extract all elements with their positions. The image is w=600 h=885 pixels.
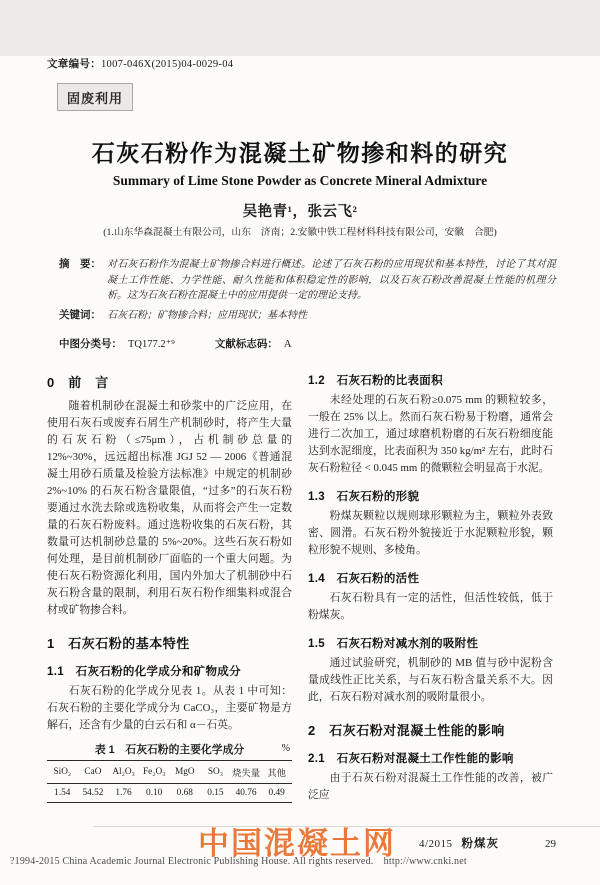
table-value-cell: 1.76 <box>115 788 132 798</box>
table-value-cell: 0.15 <box>207 788 224 798</box>
table-header-cell: 烧失量 <box>232 769 261 779</box>
right-column <box>308 370 553 804</box>
table-caption-text: 表 1 石灰石粉的主要化学成分 <box>94 744 245 756</box>
section-heading-1-4: 1.4 石灰石粉的活性 <box>308 573 420 585</box>
table-value-cell: 0.10 <box>146 788 163 798</box>
abstract-text: 对石灰石粉作为混凝土矿物掺合料进行概述。论述了石灰石粉的应用现状和基本特性，讨论了其对混凝土工作性能、力学性能、耐久性能和体积稳定性的影响，以及石灰石粉改善混凝土性能的机理分析。这为石灰石粉在混凝土中的应用提供一定的理论支持。 <box>107 259 556 301</box>
keywords-block <box>59 308 556 324</box>
keywords-label: 关键词： <box>59 308 101 321</box>
paragraph-1-3: 粉煤灰颗粒以规则球形颗粒为主，颗粒外表致密、圆滑。石灰石粉外貌接近于水泥颗粒形貌，颗粒形貌不规则、多棱角。 <box>308 510 553 556</box>
table-header-cell: SiO₂ <box>53 767 72 777</box>
section-heading-1-2: 1.2 石灰石粉的比表面积 <box>308 375 443 387</box>
doc-code-value: A <box>283 339 292 350</box>
table-value-cell: 40.76 <box>235 788 257 798</box>
paragraph-1-5: 通过试验研究，机制砂的 MB 值与砂中泥粉含量成线性正比关系，与石灰石粉含量关系不大。因此，石灰石粉对减水剂的吸附量很小。 <box>308 657 553 703</box>
section-heading-1-1: 1.1 石灰石粉的化学成分和矿物成分 <box>47 666 241 678</box>
left-column <box>47 370 292 804</box>
table-header-cell: MgO <box>174 767 195 777</box>
watermark-text: 中国混凝土网 <box>198 826 396 861</box>
chemical-composition-table <box>47 760 292 803</box>
doc-code-label: 文献标志码： <box>214 338 278 350</box>
paragraph-1-2: 未经处理的石灰石粉≥0.075 mm 的颗粒较多，一般在 25% 以上。然而石灰石粉易于粉磨，通常会进行二次加工，通过球磨机粉磨的石灰石粉细度能达到水泥细度，比表面积为 350 kg/m² 左右，此时石灰石粉粒径 < 0.045 mm 的微颗粒会明显高于水泥。 <box>308 394 553 474</box>
abstract-label: 摘 要： <box>59 258 101 270</box>
table-header-cell: Al₂O₃ <box>112 767 135 777</box>
clc-value: TQ177.2⁺⁹ <box>128 339 175 350</box>
article-number-value: 1007-046X(2015)04-0029-04 <box>101 59 234 70</box>
paragraph-2-1: 由于石灰石粉对混凝土工作性能的改善，被广泛应 <box>308 772 553 801</box>
footer-issue: 4/2015 <box>418 838 453 850</box>
section-heading-2: 2 石灰石粉对混凝土性能的影响 <box>308 723 505 738</box>
table-header-cell: Fe₂O₃ <box>142 767 166 777</box>
section-heading-1-5: 1.5 石灰石粉对减水剂的吸附性 <box>308 638 479 650</box>
table-header-cell: 其他 <box>267 769 286 779</box>
footer-journal-name: 粉煤灰 <box>461 838 499 850</box>
section-heading-2-1: 2.1 石灰石粉对混凝土工作性能的影响 <box>308 753 514 765</box>
paper-title: 石灰石粉作为混凝土矿物掺和料的研究 <box>91 140 509 166</box>
table-header-cell: CaO <box>84 767 102 777</box>
table-value-cell: 1.54 <box>54 788 71 798</box>
section-heading-1-3: 1.3 石灰石粉的形貌 <box>308 491 420 503</box>
table-header-row <box>47 761 292 784</box>
two-column-body <box>0 370 600 804</box>
section-heading-1: 1 石灰石粉的基本特性 <box>47 636 190 651</box>
paragraph-foreword: 随着机制砂在混凝土和砂浆中的广泛应用，在使用石灰石或废弃石屑生产机制砂时，将产生大量的石灰石粉（≤75μm），占机制砂总量的 12%~30%，远远超出标准 JGJ 52 — 2006《普通混凝土用砂石质量及检验方法标准》中规定的机制砂 2%~10% 的石灰石粉含量限值，“过多”的石灰石粉要通过水洗去除或选粉收集，从而将会产生一定数量的石灰石粉废料。通过选粉收集的石灰石粉，其数量可达机制砂总量的 5%~20%。这些石灰石粉如何处理，是目前机制砂厂面临的一个重大问题。为使石灰石粉资源化利用，国内外加大了机制砂中石灰石粉含量的限制，利用石灰石粉作细集料或混合材或矿物掺合料。 <box>47 400 292 616</box>
paper-title-en: Summary of Lime Stone Powder as Concrete Mineral Admixture <box>112 173 488 188</box>
table-value-cell: 0.49 <box>268 788 285 798</box>
paragraph-1-4: 石灰石粉具有一定的活性，但活性较低，低于粉煤灰。 <box>308 592 553 621</box>
keywords-text: 石灰石粉；矿物掺合料；应用现状；基本特性 <box>107 309 307 321</box>
table-unit: % <box>281 743 290 754</box>
clc-label: 中图分类号： <box>59 338 122 350</box>
affiliation: (1.山东华森混凝土有限公司，山东 济南；2.安徽中铁工程材料科技有限公司，安徽 合肥) <box>103 227 497 238</box>
abstract-block <box>59 257 556 304</box>
table-caption <box>47 742 292 757</box>
article-number-line <box>47 56 600 71</box>
clc-line <box>0 336 600 351</box>
authors: 吴艳青¹，张云飞² <box>242 204 358 220</box>
copyright-line: ?1994-2015 China Academic Journal Electronic Publishing House. All rights reserved. http://www.cnki.net <box>10 856 467 867</box>
article-number-label: 文章编号： <box>47 58 101 70</box>
section-heading-foreword: 0 前 言 <box>47 375 109 390</box>
footer-journal-line <box>419 835 556 851</box>
table-value-row <box>47 784 292 803</box>
meta-block <box>0 257 600 323</box>
paper-page <box>0 56 600 885</box>
footer-page-number: 29 <box>545 838 556 850</box>
table-value-cell: 54.52 <box>82 788 104 798</box>
paragraph-1-1: 石灰石粉的化学成分见表 1。从表 1 中可知：石灰石粉的主要化学成分为 CaCO₃，主要矿物是方解石，还含有少量的白云石和 α－石英。 <box>47 685 292 731</box>
table-header-cell: SO₃ <box>207 767 223 777</box>
table-value-cell: 0.68 <box>176 788 193 798</box>
category-tag: 固废利用 <box>57 83 133 111</box>
